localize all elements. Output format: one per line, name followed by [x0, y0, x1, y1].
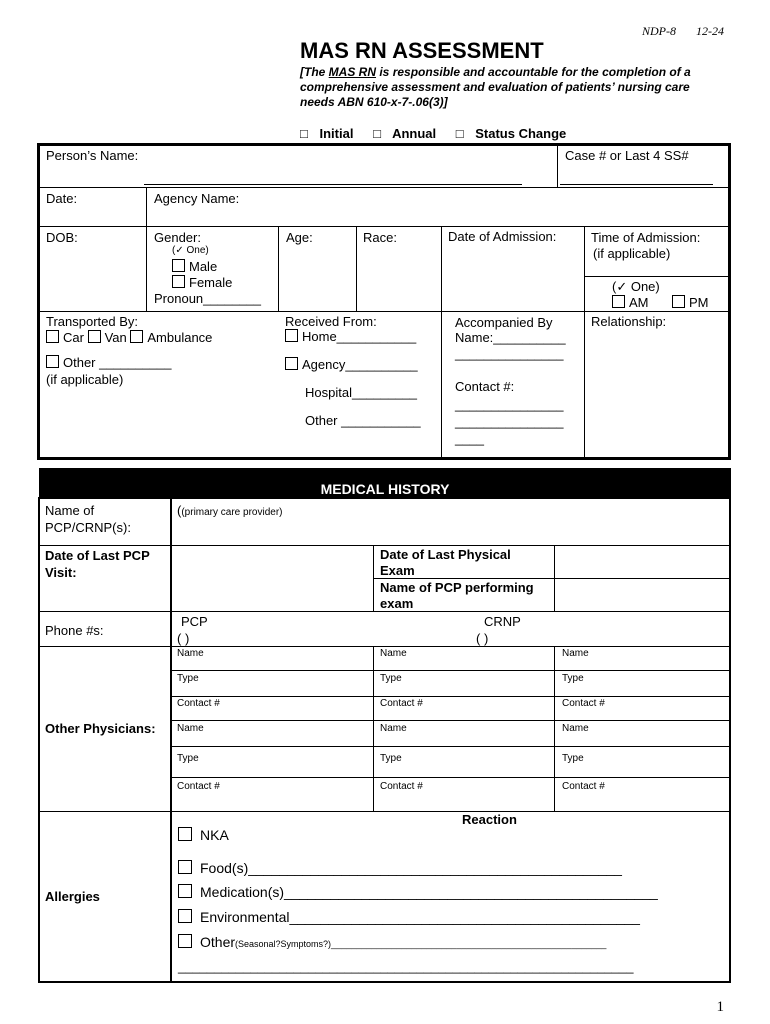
divider [39, 226, 731, 227]
nka-checkbox[interactable] [178, 827, 192, 841]
relationship-label: Relationship: [591, 314, 667, 329]
pcp-label [45, 502, 131, 536]
divider [170, 670, 731, 671]
pcp-hint-text: (primary care provider) [181, 507, 283, 518]
pcp-performing-line-2: exam [380, 596, 414, 611]
ambulance-checkbox[interactable] [130, 330, 143, 343]
nka-label: NKA [200, 827, 229, 843]
female-checkbox[interactable] [172, 275, 185, 288]
physician-5-type[interactable]: Type [380, 753, 402, 764]
assessment-initial[interactable] [300, 126, 361, 141]
transported-by-label: Transported By: [46, 314, 139, 329]
medication-option[interactable] [178, 884, 658, 900]
age-label: Age: [286, 230, 313, 245]
physician-4-type[interactable]: Type [177, 753, 199, 764]
male-label: Male [189, 259, 218, 274]
annual-checkbox[interactable]: □ [373, 126, 381, 141]
time-instruction: (✓ One) [612, 279, 660, 294]
divider [441, 226, 442, 460]
car-option[interactable] [46, 330, 84, 345]
divider [39, 187, 731, 188]
nka-option[interactable] [178, 827, 229, 843]
physician-3-type[interactable]: Type [562, 673, 584, 684]
transport-if-applicable: (if applicable) [46, 372, 124, 387]
allergy-extra-line[interactable]: _______________________________________________________________ [178, 959, 634, 974]
crnp-phone-field[interactable]: ( ) [476, 631, 489, 646]
transport-other-option[interactable] [46, 355, 171, 370]
physician-3-contact[interactable]: Contact # [562, 698, 605, 709]
initial-label: Initial [319, 126, 354, 141]
gender-instruction: (✓ One) [172, 245, 209, 256]
physician-6-type[interactable]: Type [562, 753, 584, 764]
responsibility-note [300, 65, 720, 110]
divider [170, 777, 731, 778]
physician-2-type[interactable]: Type [380, 673, 402, 684]
transport-other-checkbox[interactable] [46, 355, 59, 368]
phones-label: Phone #s: [45, 623, 104, 638]
female-label: Female [189, 275, 233, 290]
pcp-label-line-1: Name of [45, 503, 95, 518]
medical-history-header [39, 468, 731, 498]
physician-5-contact[interactable]: Contact # [380, 781, 423, 792]
dob-label: DOB: [46, 230, 78, 245]
home-option[interactable] [285, 329, 416, 344]
other-allergy-checkbox[interactable] [178, 934, 192, 948]
divider [585, 276, 731, 277]
physician-6-contact[interactable]: Contact # [562, 781, 605, 792]
race-label: Race: [363, 230, 397, 245]
pcp-hint[interactable]: ((primary care provider) [177, 503, 283, 518]
pcp-performing-line-1: Name of PCP performing [380, 580, 534, 595]
last-physical-line-2: Exam [380, 563, 415, 578]
case-number-label: Case # or Last 4 SS# [565, 148, 689, 163]
divider [170, 497, 172, 983]
pcp-phone-field[interactable]: ( ) [177, 631, 190, 646]
form-number: NDP-8 [642, 24, 676, 38]
agency-option[interactable] [285, 357, 418, 372]
van-checkbox[interactable] [88, 330, 101, 343]
accompanied-name-line[interactable]: _______________ [455, 346, 564, 361]
agency-name-label: Agency Name: [154, 191, 240, 206]
accompanied-name-field[interactable]: Name:__________ [455, 330, 566, 345]
physician-2-name[interactable]: Name [380, 648, 407, 659]
divider [584, 226, 585, 460]
contact-label: Contact #: [455, 379, 515, 394]
physician-3-name[interactable]: Name [562, 648, 589, 659]
medication-checkbox[interactable] [178, 884, 192, 898]
assessment-annual[interactable] [373, 126, 444, 141]
contact-line-3[interactable]: ____ [455, 431, 484, 446]
environmental-checkbox[interactable] [178, 909, 192, 923]
divider [39, 811, 731, 812]
other-allergy-label: Other [200, 934, 236, 950]
physician-6-name[interactable]: Name [562, 723, 589, 734]
physician-5-name[interactable]: Name [380, 723, 407, 734]
other-allergy-option[interactable] [178, 934, 606, 950]
contact-line-2[interactable]: _______________ [455, 414, 564, 429]
hospital-field[interactable]: Hospital_________ [305, 385, 418, 400]
document-code [622, 24, 724, 39]
annual-label: Annual [392, 126, 437, 141]
assessment-type-options [300, 126, 582, 141]
persons-name-field[interactable] [144, 184, 522, 185]
car-checkbox[interactable] [46, 330, 59, 343]
transport-other-label: Other __________ [63, 355, 172, 370]
home-checkbox[interactable] [285, 329, 298, 342]
pm-checkbox[interactable] [672, 295, 685, 308]
food-option[interactable] [178, 860, 622, 876]
time-of-admission-label: Time of Admission: [591, 230, 701, 245]
status-change-label: Status Change [475, 126, 567, 141]
status-change-checkbox[interactable]: □ [455, 126, 464, 141]
divider [356, 226, 357, 311]
crnp-phone-label: CRNP [484, 614, 521, 629]
initial-checkbox[interactable]: □ [300, 126, 308, 141]
pcp-label-line-2: PCP/CRNP(s): [45, 520, 131, 535]
divider [373, 545, 374, 611]
time-if-applicable: (if applicable) [593, 246, 671, 261]
assessment-status-change[interactable] [456, 126, 575, 141]
divider [557, 143, 558, 187]
divider [170, 696, 731, 697]
gender-label: Gender: [154, 230, 201, 245]
pm-option[interactable] [672, 295, 709, 310]
environmental-field[interactable]: Environmental_____________________________________________ [200, 909, 640, 925]
page-number: 1 [716, 999, 724, 1015]
environmental-option[interactable] [178, 909, 640, 925]
last-pcp-visit-label [45, 547, 150, 581]
revision-date: 12-24 [696, 24, 724, 38]
medication-field[interactable]: Medication(s)________________________________________________ [200, 884, 658, 900]
divider [39, 646, 731, 647]
male-checkbox[interactable] [172, 259, 185, 272]
am-label: AM [629, 295, 649, 310]
received-from-label: Received From: [285, 314, 377, 329]
divider [278, 226, 279, 311]
am-option[interactable] [612, 295, 649, 310]
pm-label: PM [689, 295, 709, 310]
reaction-label: Reaction [462, 812, 517, 827]
pcp-performing-label [380, 580, 534, 612]
agency-label: Agency__________ [302, 357, 418, 372]
male-option[interactable] [172, 259, 217, 274]
ambulance-option[interactable] [130, 330, 212, 345]
physician-1-name[interactable]: Name [177, 648, 204, 659]
last-physical-line-1: Date of Last Physical [380, 547, 511, 562]
physician-4-contact[interactable]: Contact # [177, 781, 220, 792]
agency-checkbox[interactable] [285, 357, 298, 370]
page-title: MAS RN ASSESSMENT [300, 38, 544, 63]
date-label: Date: [46, 191, 78, 206]
other-physicians-label: Other Physicians: [45, 721, 156, 736]
received-other-field[interactable]: Other ___________ [305, 413, 421, 428]
van-option[interactable] [88, 330, 127, 345]
physician-1-contact[interactable]: Contact # [177, 698, 220, 709]
home-label: Home___________ [302, 329, 417, 344]
pcp-phone-label: PCP [181, 614, 208, 629]
food-field[interactable]: Food(s)________________________________________________ [200, 860, 622, 876]
pronoun-field[interactable]: Pronoun________ [154, 291, 261, 306]
car-label: Car [63, 330, 84, 345]
persons-name-label: Person’s Name: [46, 148, 139, 163]
divider [554, 545, 555, 611]
other-allergy-field[interactable]: (Seasonal?Symptoms?)_______________________________________________________ [235, 939, 607, 949]
accompanied-by-label: Accompanied By [455, 315, 553, 330]
divider [39, 311, 731, 312]
last-physical-label [380, 547, 511, 579]
divider [170, 720, 731, 721]
date-of-admission-label: Date of Admission: [448, 229, 557, 244]
case-number-field[interactable] [560, 184, 713, 185]
am-checkbox[interactable] [612, 295, 625, 308]
medical-history-title: MEDICAL HISTORY [320, 481, 450, 497]
physician-2-contact[interactable]: Contact # [380, 698, 423, 709]
divider [170, 746, 731, 747]
divider [39, 545, 731, 546]
transport-options [46, 330, 212, 345]
contact-line-1[interactable]: _______________ [455, 397, 564, 412]
last-pcp-visit-line-2: Visit: [45, 565, 77, 580]
last-pcp-visit-line-1: Date of Last PCP [45, 548, 150, 563]
female-option[interactable] [172, 275, 232, 290]
physician-4-name[interactable]: Name [177, 723, 204, 734]
divider [146, 187, 147, 311]
note-emphasis: MAS RN [328, 65, 377, 79]
note-suffix: is responsible and accountable for the completion of a comprehensive assessment and evaluation of patients’ nursing care needs ABN 610-x-7-.06(3)] [300, 65, 691, 109]
food-checkbox[interactable] [178, 860, 192, 874]
note-prefix: [The [300, 65, 329, 79]
van-label: Van [104, 330, 127, 345]
ambulance-label: Ambulance [147, 330, 213, 345]
allergies-label: Allergies [45, 889, 100, 904]
physician-1-type[interactable]: Type [177, 673, 199, 684]
